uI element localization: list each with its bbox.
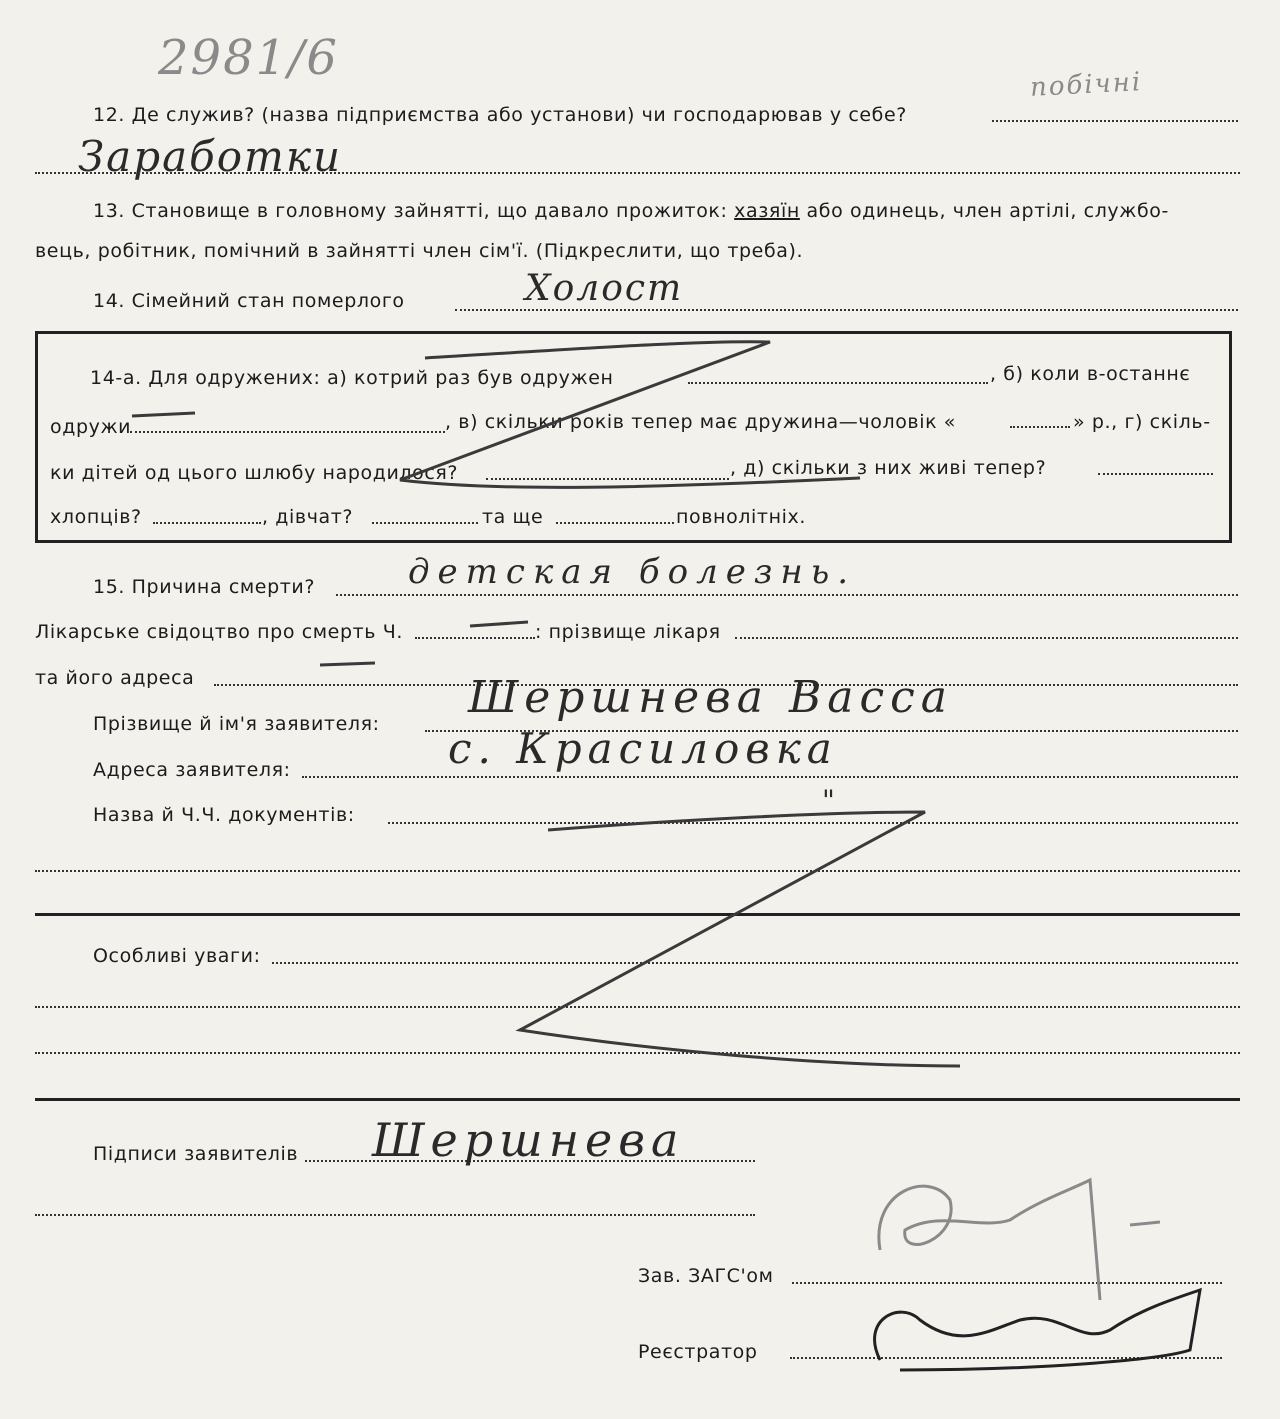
- q15-answer: детская болезнь.: [408, 552, 857, 592]
- q13-line1-suffix: або одинець, член артілі, службо-: [806, 200, 1169, 222]
- q14a-line4-a: хлопців?: [50, 506, 142, 528]
- applicant-name-label: Прізвище й ім'я заявителя:: [93, 713, 380, 735]
- q13-line1: [93, 199, 1169, 223]
- doctor-address-label: та його адреса: [35, 667, 195, 689]
- q14a-line2-a: одружи: [50, 416, 132, 438]
- applicant-name-value: Шершнева Васса: [468, 672, 954, 723]
- q14a-line4-d: повнолітніх.: [676, 506, 806, 528]
- doctor-name-label: : прізвище лікаря: [535, 621, 721, 643]
- q14a-line1-text: 14-а. Для одружених: а) котрий раз був одружен: [90, 367, 614, 389]
- q14a-line2-c: » р., г) скіль-: [1073, 411, 1211, 433]
- medical-certificate-label: Лікарське свідоцтво про смерть Ч.: [35, 621, 403, 643]
- registrar-label: Реєстратор: [638, 1341, 758, 1363]
- notes-label: Особливі уваги:: [93, 945, 261, 967]
- cancel-stroke-notes: [520, 812, 960, 1066]
- q14a-line3-b: , д) скільки з них живі тепер?: [730, 457, 1047, 479]
- q14-answer: Холост: [525, 268, 684, 309]
- q14a-line1: [90, 366, 614, 390]
- q14-label: 14. Сімейний стан померлого: [93, 290, 405, 312]
- q13-line2: вець, робітник, помічний в зайнятті член сім'ї. (Підкреслити, що треба).: [35, 240, 804, 262]
- q12-answer: Заработки: [78, 132, 343, 181]
- q13-underlined-choice: хазяїн: [734, 200, 800, 222]
- documents-value: ": [822, 784, 837, 817]
- archive-number: 2981/6: [158, 30, 339, 86]
- documents-label: Назва й Ч.Ч. документів:: [93, 804, 355, 826]
- applicant-address-value: с. Красиловка: [448, 724, 838, 773]
- zags-head-label: Зав. ЗАГС'ом: [638, 1265, 774, 1287]
- applicant-signatures-label: Підписи заявителів: [93, 1143, 299, 1165]
- applicant-address-label: Адреса заявителя:: [93, 759, 291, 781]
- section-divider-2: [35, 1098, 1240, 1101]
- q14a-line1-b: , б) коли в-останнє: [990, 363, 1191, 385]
- q15-label: 15. Причина смерти?: [93, 576, 316, 598]
- q14a-line4-c: та ще: [482, 506, 544, 528]
- section-divider-1: [35, 913, 1240, 916]
- q14a-line2-b: , в) скільки років тепер має дружина—чоловік «: [445, 411, 957, 433]
- q14a-line3-a: ки дітей од цього шлюбу народилося?: [50, 462, 459, 484]
- q14a-line4-b: , дівчат?: [262, 506, 354, 528]
- applicant-signature: Шершнева: [372, 1113, 685, 1167]
- q13-line1-prefix: 13. Становище в головному зайнятті, що давало прожиток:: [93, 200, 728, 222]
- q12-label: 12. Де служив? (назва підприємства або установи) чи господарював у себе?: [93, 104, 907, 126]
- q12-pencil-answer: побічні: [1029, 67, 1143, 103]
